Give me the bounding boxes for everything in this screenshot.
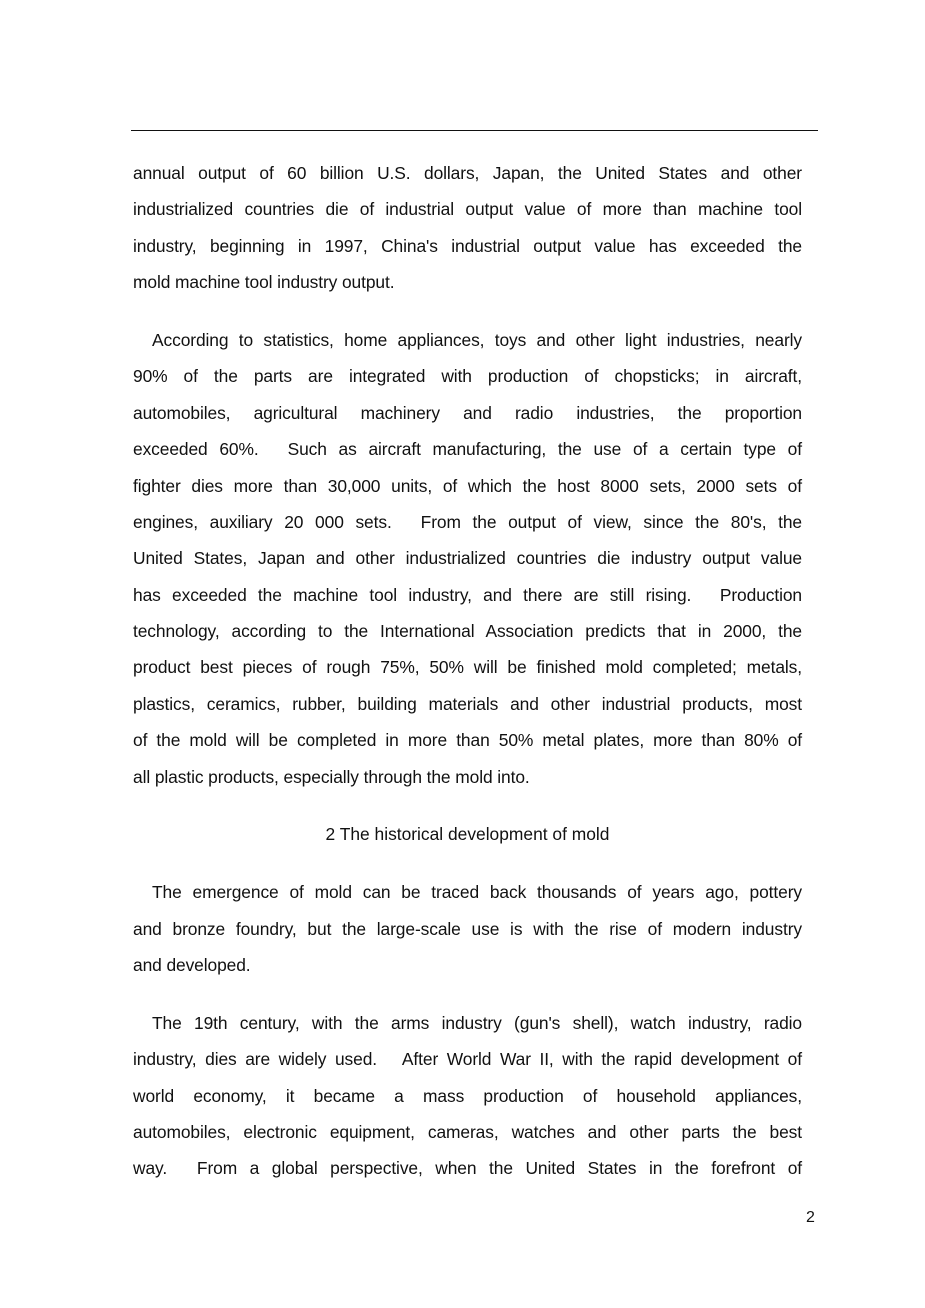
text-line: product best pieces of rough 75%, 50% will be finished mold completed; metals, (133, 657, 802, 678)
text-line: industry, dies are widely used. After World War II, with the rapid development of (133, 1049, 802, 1070)
paragraph-1 (133, 155, 802, 301)
text-line: automobiles, electronic equipment, cameras, watches and other parts the best (133, 1121, 802, 1142)
paragraph-2 (133, 322, 802, 795)
text-line: industry, beginning in 1997, China's industrial output value has exceeded the (133, 235, 802, 256)
paragraph-4 (133, 1005, 802, 1187)
page-body (133, 155, 802, 1187)
text-line: and developed. (133, 955, 251, 975)
text-line: mold machine tool industry output. (133, 272, 395, 293)
text-line: of the mold will be completed in more than 50% metal plates, more than 80% of (133, 730, 802, 751)
text-line: and bronze foundry, but the large-scale use is with the rise of modern industry (133, 918, 802, 939)
text-line: exceeded 60%. Such as aircraft manufacturing, the use of a certain type of (133, 439, 802, 460)
text-line: world economy, it became a mass production of household appliances, (133, 1085, 802, 1106)
section-heading: 2 The historical development of mold (325, 824, 610, 845)
text-line: engines, auxiliary 20 000 sets. From the output of view, since the 80's, the (133, 511, 802, 532)
text-line: technology, according to the International Association predicts that in 2000, the (133, 621, 802, 642)
text-line: automobiles, agricultural machinery and radio industries, the proportion (133, 402, 802, 423)
text-line: way. From a global perspective, when the United States in the forefront of (133, 1158, 802, 1179)
paragraph-3 (133, 874, 802, 983)
text-line: United States, Japan and other industrialized countries die industry output value (133, 548, 802, 569)
text-line: annual output of 60 billion U.S. dollars, Japan, the United States and other (133, 163, 802, 183)
text-line: has exceeded the machine tool industry, and there are still rising. Production (133, 584, 802, 605)
text-line: The 19th century, with the arms industry (gun's shell), watch industry, radio (152, 1012, 802, 1033)
header-rule (131, 130, 818, 131)
text-line: According to statistics, home appliances, toys and other light industries, nearly (152, 329, 802, 350)
text-line: industrialized countries die of industrial output value of more than machine tool (133, 199, 802, 220)
text-line: The emergence of mold can be traced back thousands of years ago, pottery (152, 882, 802, 903)
text-line: 90% of the parts are integrated with production of chopsticks; in aircraft, (133, 366, 802, 387)
page-number: 2 (806, 1209, 815, 1226)
text-line: plastics, ceramics, rubber, building materials and other industrial products, most (133, 693, 802, 714)
text-line: all plastic products, especially through the mold into. (133, 766, 530, 787)
text-line: fighter dies more than 30,000 units, of which the host 8000 sets, 2000 sets of (133, 475, 802, 496)
